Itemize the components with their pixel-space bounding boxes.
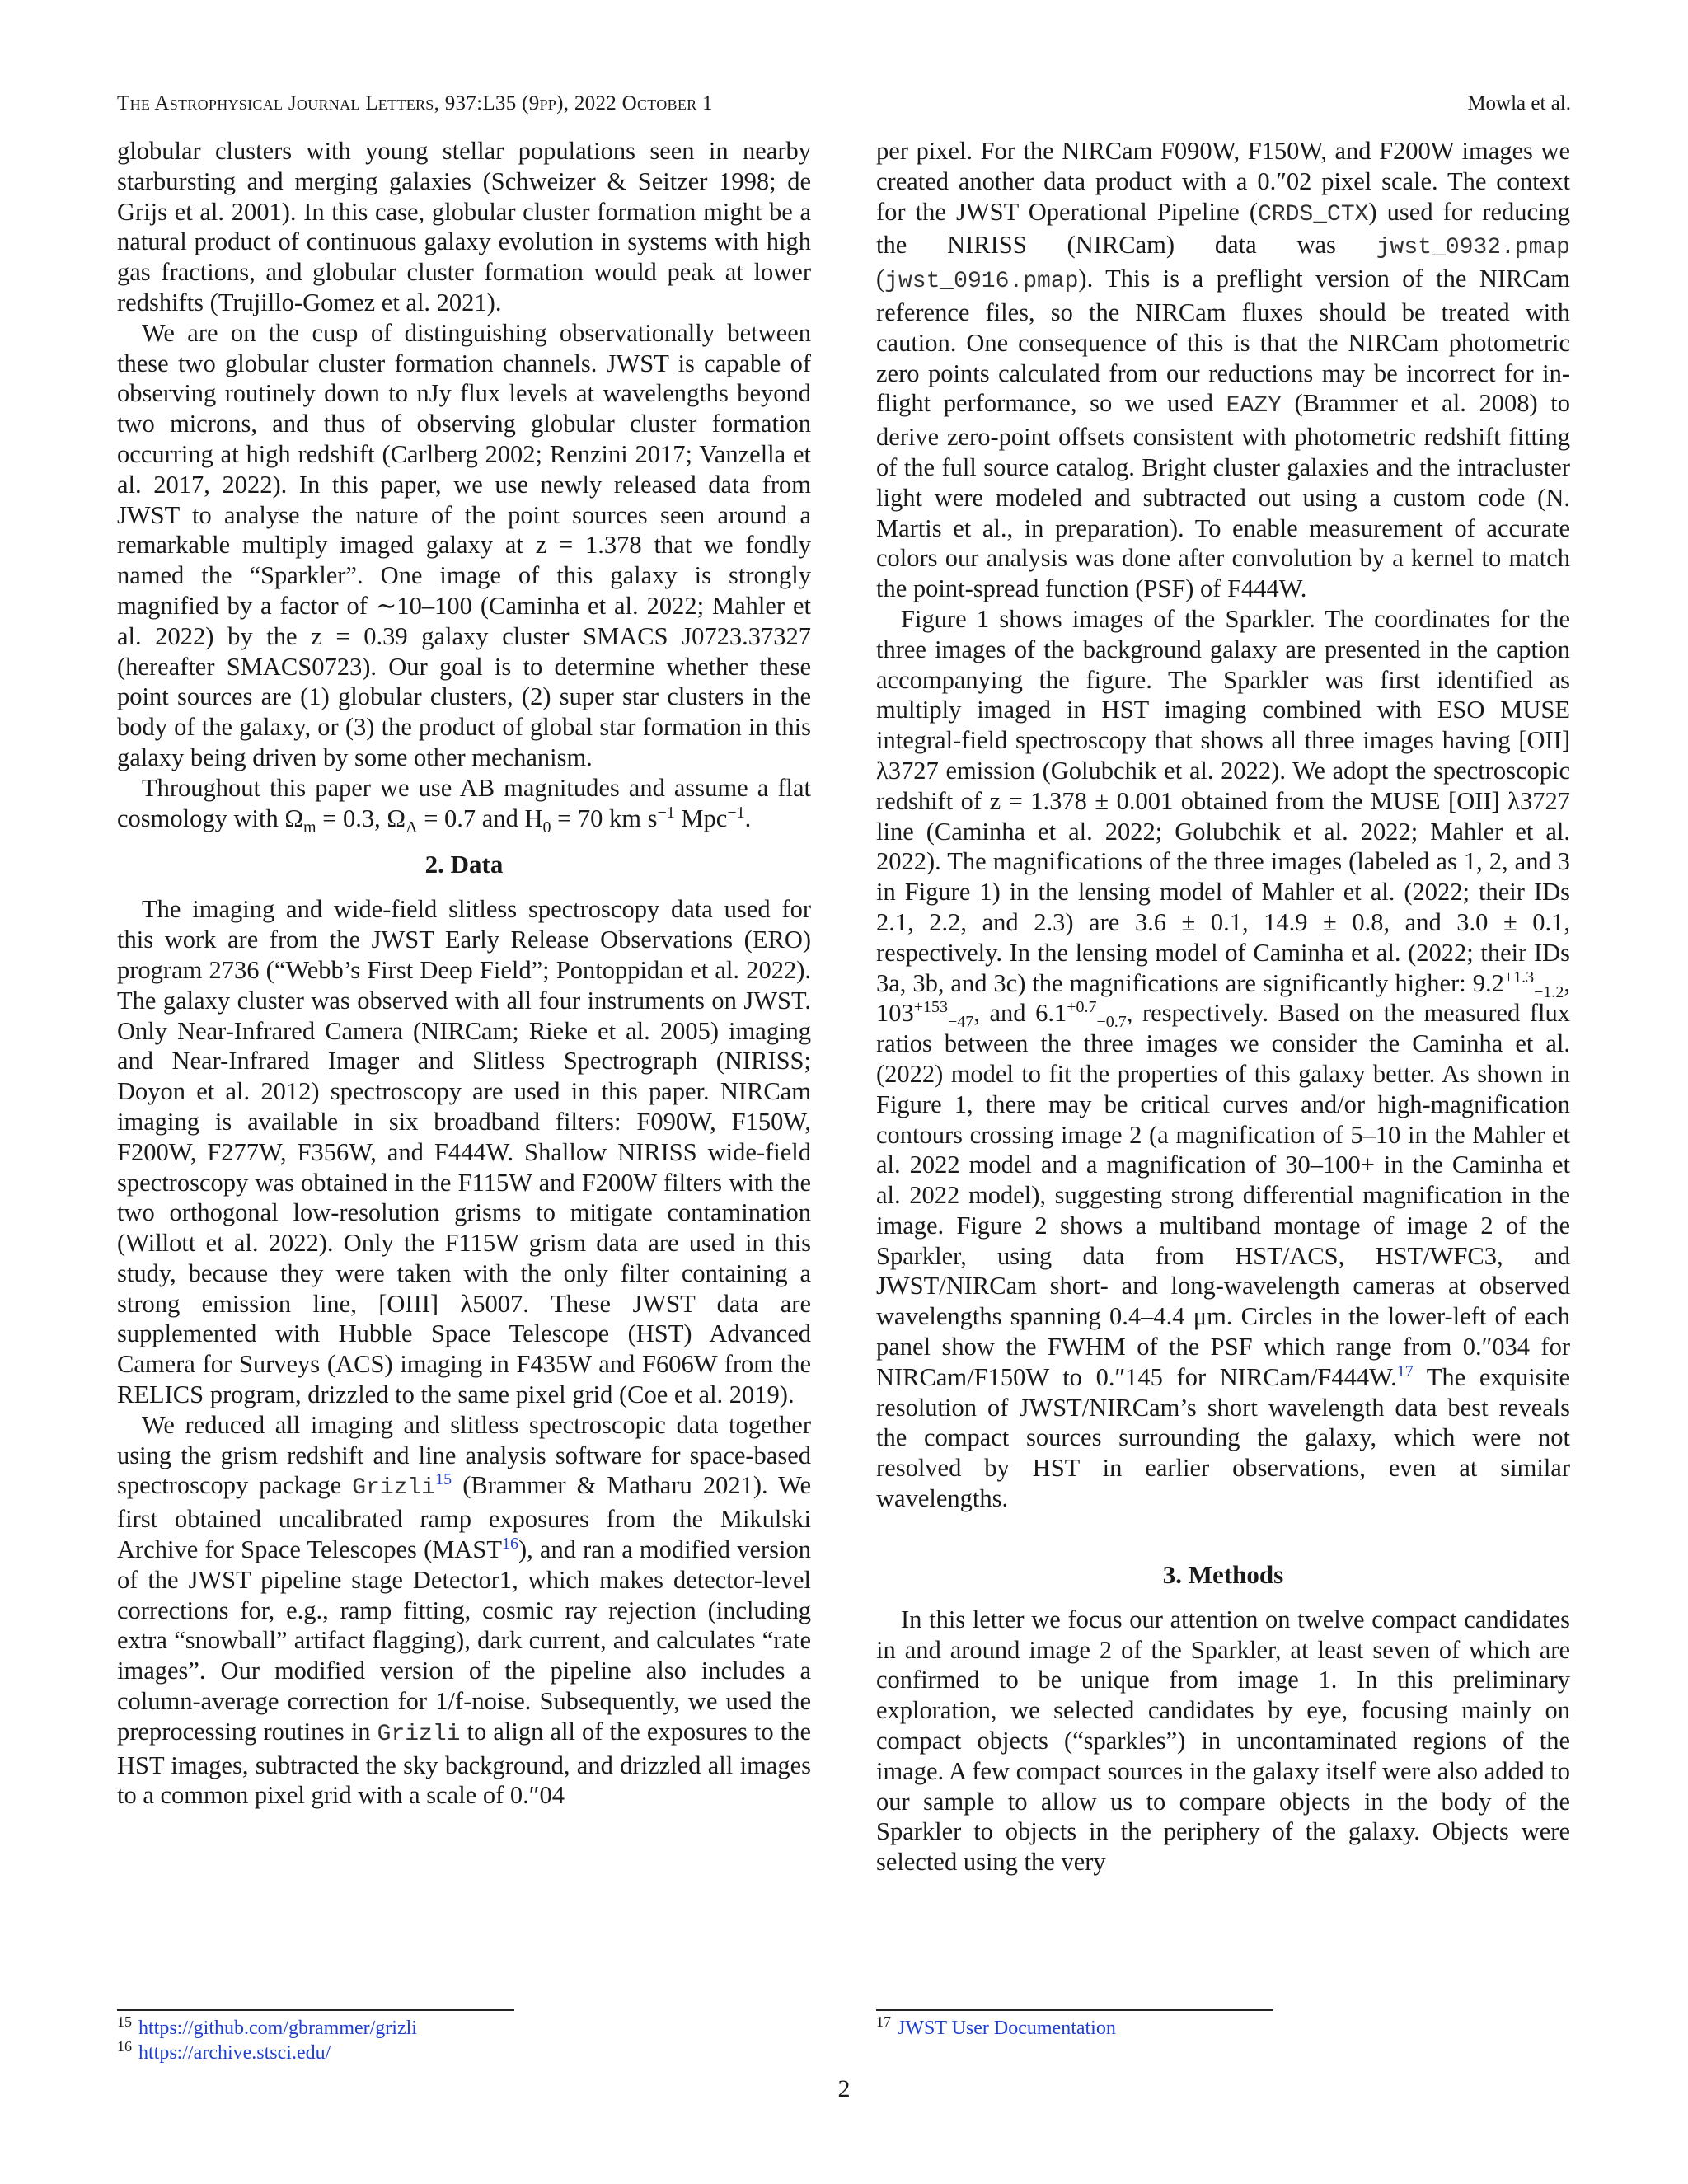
paragraph-pipeline: per pixel. For the NIRCam F090W, F150W, and F200W images we created another data product with a 0.″02 pixel scale. The context for the JWST Operational Pipeline (CRDS_CTX) used for reducing the NIRISS (NIRCam) data was jwst_0932.pmap (jwst_0916.pmap). This is a preflight version of the NIRCam reference files, so the NIRCam fluxes should be treated with caution. One consequence of this is that the NIRCam photometric zero points calculated from our reductions may be incorrect for in-flight performance, so we used EAZY (Brammer et al. 2008) to derive zero-point offsets consistent with photometric redshift fitting of the full source catalog. Bright cluster galaxies and the intracluster light were modeled and subtracted out using a custom code (N. Martis et al., in preparation). To enable measurement of accurate colors our analysis was done after convolution by a kernel to match the point-spread function (PSF) of F444W. — [876, 137, 1570, 603]
link-jwst-docs[interactable]: JWST User Documentation — [898, 2018, 1116, 2039]
paragraph-intro-continued: globular clusters with young stellar populations seen in nearby starbursting and merging galaxies (Schweizer & Seitzer 1998; de Grijs et al. 2001). In this case, globular cluster formation might be a natural product of continuous galaxy evolution in systems with high gas fractions, and globular cluster formation would peak at lower redshifts (Trujillo-Gomez et al. 2021). — [117, 137, 811, 316]
link-grizli-github[interactable]: https://github.com/gbrammer/grizli — [138, 2018, 417, 2039]
journal-citation: The Astrophysical Journal Letters, 937:L35 (9pp), 2022 October 1 — [117, 92, 713, 115]
footnote-16: $^{16}$ https://archive.stsci.edu/ — [117, 2038, 331, 2064]
footnotes-right — [876, 2013, 1116, 2041]
footnote-divider-right — [876, 2009, 1273, 2011]
footnote-17: $^{17}$ JWST User Documentation — [876, 2013, 1116, 2039]
code-pmap-niriss: jwst_0932.pmap — [1376, 235, 1570, 261]
software-name-grizli: Grizli — [377, 1721, 461, 1747]
footnote-divider-left — [117, 2009, 514, 2011]
software-name-grizli: Grizli — [352, 1475, 436, 1502]
link-mast-archive[interactable]: https://archive.stsci.edu/ — [138, 2042, 331, 2064]
footnote-ref-15[interactable]: 15 — [435, 1470, 452, 1489]
paragraph-methods: In this letter we focus our attention on twelve compact candidates in and around image 2 of the Sparkler, at least seven of which are confirmed to be unique from image 1. In this preliminary exploration, we selected candidates by eye, focusing mainly on compact objects (“sparkles”) in uncontaminated regions of the image. A few compact sources in the galaxy itself were also added to our sample to allow us to compare objects in the body of the Sparkler to objects in the periphery of the galaxy. Objects were selected using the very — [876, 1605, 1570, 1877]
code-crds-ctx: CRDS_CTX — [1258, 201, 1369, 227]
paragraph-sparkler-images: Figure 1 shows images of the Sparkler. The coordinates for the three images of the background galaxy are presented in the caption accompanying the figure. The Sparkler was first identified as multiply imaged in HST imaging combined with ESO MUSE integral-field spectroscopy that shows all three images having [OII] λ3727 emission (Golubchik et al. 2022). We adopt the spectroscopic redshift of z = 1.378 ± 0.001 obtained from the MUSE [OII] λ3727 line (Caminha et al. 2022; Golubchik et al. 2022; Mahler et al. 2022). The magnifications of the three images (labeled as 1, 2, and 3 in Figure 1) in the lensing model of Mahler et al. (2022; their IDs 2.1, 2.2, and 2.3) are 3.6 ± 0.1, 14.9 ± 0.8, and 3.0 ± 0.1, respectively. In the lensing model of Caminha et al. (2022; their IDs 3a, 3b, and 3c) the magnifications are significantly higher: $9.2^{+1.3}_{-1.2}$, $103^{+153}_{-47}$, and $6.1^{+0.7}_{-0.7}$, respectively. Based on the measured flux ratios between the three images we consider the Caminha et al. (2022) model to fit the properties of this galaxy better. As shown in Figure 1, there may be critical curves and/or high-magnification contours crossing image 2 (a magnification of 5–10 in the Mahler et al. 2022 model and a magnification of 30–100+ in the Caminha et al. 2022 model), suggesting strong differential magnification in the image. Figure 2 shows a multiband montage of image 2 of the Sparkler, using data from HST/ACS, HST/WFC3, and JWST/NIRCam short- and long-wavelength cameras at observed wavelengths spanning 0.4–4.4 μm. Circles in the lower-left of each panel show the FWHM of the PSF which range from 0.″034 for NIRCam/F150W to 0.″145 for NIRCam/F444W.$^{17}$ The exquisite resolution of JWST/NIRCam’s short wavelength data best reveals the compact sources surrounding the galaxy, which were not resolved by HST in earlier observations, even at similar wavelengths. — [876, 604, 1570, 1513]
paragraph-cusp: We are on the cusp of distinguishing observationally between these two globular cluster formation channels. JWST is capable of observing routinely down to nJy flux levels at wavelengths beyond two microns, and thus of observing globular cluster formation occurring at high redshift (Carlberg 2002; Renzini 2017; Vanzella et al. 2017, 2022). In this paper, we use newly released data from JWST to analyse the nature of the point sources seen around a remarkable multiply imaged galaxy at z = 1.378 that we fondly named the “Sparkler”. One image of this galaxy is strongly magnified by a factor of ∼10–100 (Caminha et al. 2022; Mahler et al. 2022) by the z = 0.39 galaxy cluster SMACS J0723.37327 (hereafter SMACS0723). Our goal is to determine whether these point sources are (1) globular clusters, (2) super star clusters in the body of the galaxy, or (3) the product of global star formation in this galaxy being driven by some other mechanism. — [117, 318, 811, 771]
right-column — [876, 136, 1570, 1877]
footnote-15: $^{15}$ https://github.com/gbrammer/grizli — [117, 2013, 417, 2039]
author-running-head: Mowla et al. — [1467, 92, 1571, 115]
footnotes-left — [117, 2013, 417, 2065]
paragraph-cosmology: Throughout this paper we use AB magnitudes and assume a flat cosmology with $\Omega_m = 0.3$, $\Omega_\Lambda = 0.7$ and $H_0 = 70$ km $s^{-1}$ Mpc$^{-1}$. — [117, 773, 811, 837]
code-pmap-nircam: jwst_0916.pmap — [884, 269, 1079, 295]
footnote-ref-17[interactable]: 17 — [1396, 1361, 1414, 1380]
paragraph-data-overview: The imaging and wide-field slitless spectroscopy data used for this work are from the JWST Early Release Observations (ERO) program 2736 (“Webb’s First Deep Field”; Pontoppidan et al. 2022). The galaxy cluster was observed with all four instruments on JWST. Only Near-Infrared Camera (NIRCam; Rieke et al. 2005) imaging and Near-Infrared Imager and Slitless Spectrograph (NIRISS; Doyon et al. 2012) spectroscopy are used in this paper. NIRCam imaging is available in six broadband filters: F090W, F150W, F200W, F277W, F356W, and F444W. Shallow NIRISS wide-field spectroscopy was obtained in the F115W and F200W filters with the two orthogonal low-resolution grisms to mitigate contamination (Willott et al. 2022). Only the F115W grism data are used in this study, because they were taken with the only filter containing a strong emission line, [OIII] λ5007. These JWST data are supplemented with Hubble Space Telescope (HST) Advanced Camera for Surveys (ACS) imaging in F435W and F606W from the RELICS program, drizzled to the same pixel grid (Coe et al. 2019). — [117, 895, 811, 1409]
footnote-ref-16[interactable]: 16 — [501, 1534, 518, 1553]
left-column — [117, 136, 811, 1811]
paragraph-reduction: We reduced all imaging and slitless spectroscopic data together using the grism redshift and line analysis software for space-based spectroscopy package Grizli$^{15}$ (Brammer & Matharu 2021). We first obtained uncalibrated ramp exposures from the Mikulski Archive for Space Telescopes (MAST$^{16}$), and ran a modified version of the JWST pipeline stage Detector1, which makes detector-level corrections for, e.g., ramp fitting, cosmic ray rejection (including extra “snowball” artifact flagging), dark current, and calculates “rate images”. Our modified version of the pipeline also includes a column-average correction for 1/f-noise. Subsequently, we used the preprocessing routines in Grizli to align all of the exposures to the HST images, subtracted the sky background, and drizzled all images to a common pixel grid with a scale of 0.″04 — [117, 1410, 812, 1810]
page-number: 2 — [837, 2075, 851, 2102]
running-header — [117, 92, 1571, 125]
section-heading-methods: 3. Methods — [1162, 1559, 1284, 1589]
section-heading-data: 2. Data — [424, 850, 504, 879]
software-name-eazy: EAZY — [1226, 393, 1282, 419]
